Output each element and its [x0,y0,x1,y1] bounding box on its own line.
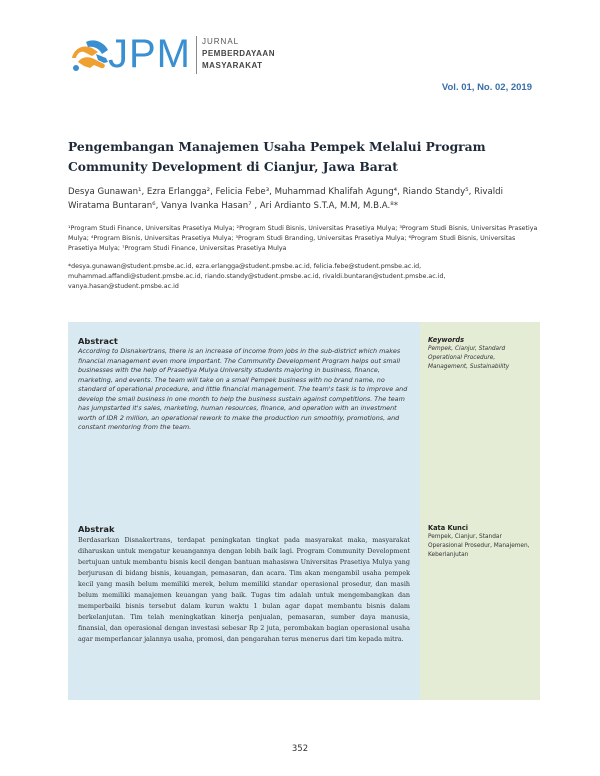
abstract-en-body: According to Disnakertrans, there is an increase of income from jobs in the sub-district which makes financial management even more important. The Community Development Program helps out small businesses with the help of Prasetiya Mulya University students majoring in business, finance, marketing, and events. The team will take on a small Pempek business with no brand name, no standard of operational procedure, and little financial management. The team's task is to improve and develop the small business in one month to help the business sustain against competitions. The team has jumpstarted it's sales, marketing, human resources, finance, and operation with an investment worth of IDR 2 million, an operational rework to make the production run smoothly, promotions, and constant mentoring from the team. [78,347,408,431]
author-emails: *desya.gunawan@student.pmsbe.ac.id, ezra.erlangga@student.pmsbe.ac.id, felicia.febe@student.pmsbe.ac.id, muhammad.affandi@student.pmsbe.ac.id, riando.standy@student.pmsbe.ac.id, rivaldi.buntaran@student.pmsbe.ac.id, vanya.hasan@student.pmsbe.ac.id [68,263,446,290]
journal-name-line1: JURNAL [202,37,240,46]
affiliations: ¹Program Studi Finance, Universitas Prasetiya Mulya; ²Program Studi Bisnis, Universitas Prasetiya Mulya; ³Program Studi Bisnis, Universitas Prasetiya Mulya; ⁴Program Bisnis, Universitas Prasetiya Mulya; ⁵Program Studi Branding, Universitas Prasetiya Mulya; ⁶Program Studi Bisnis, Universitas Prasetiya Mulya; ⁷Program Studi Finance, Universitas Prasetiya Mulya [68,225,538,252]
keywords-id-heading: Kata Kunci [428,524,469,532]
abstract-en-heading: Abstract [78,336,118,346]
author-list: Desya Gunawan¹, Ezra Erlangga², Felicia Febe³, Muhammad Khalifah Agung⁴, Riando Standy⁵, Rivaldi Wiratama Buntaran⁶, Vanya Ivanka Hasan⁷ , Ari Ardianto S.T.A, M.M, M.B.A.⁸* [68,187,504,211]
keywords-en-panel [420,322,540,510]
journal-logo [68,30,275,82]
volume-info: Vol. 01, No. 02, 2019 [441,82,532,93]
abstract-en-panel [68,322,420,510]
keywords-en-heading: Keywords [428,336,465,344]
keywords-id-list: Pempek, Cianjur, Standar Operasional Prosedur, Manajemen, Keberlanjutan [428,534,530,558]
logo-divider [196,36,197,74]
keywords-en-list: Pempek, Cianjur, Standard Operational Procedure, Management, Sustainability [428,346,510,370]
keywords-id-panel [420,510,540,700]
journal-name-line2: PEMBERDAYAAN [202,49,275,58]
abstract-id-body: Berdasarkan Disnakertrans, terdapat peningkatan tingkat pada masyarakat maka, masyarakat diharuskan untuk mengatur keuangannya dengan lebih baik lagi. Program Community Development bertujuan untuk membantu bisnis kecil dengan bantuan mahasiswa Universitas Prasetiya Mulya yang berjurusan di bidang bisnis, keuangan, pemasaran, dan acara. Tim akan mengambil usaha pempek kecil yang masih belum memiliki merek, belum memiliki standar operasional prosedur, dan masih belum memiliki manajemen keuangan yang baik. Tugas tim adalah untuk mengembangkan dan memperbaiki bisnis tersebut dalam kurun waktu 1 bulan agar dapat membantu bisnis dalam berkelanjutan. Tim telah meningkatkan kinerja penjualan, pemasaran, sumber daya manusia, finansial, dan operasional dengan investasi sebesar Rp 2 juta, perombakan bagian operasional usaha agar memperlancar jalannya usaha, promosi, dan pengarahan terus menerus dari tim kepada mitra. [78,536,410,643]
abstract-en-section [68,322,540,510]
logo-wordmark: JPM [108,32,191,76]
paper-title: Pengembangan Manajemen Usaha Pempek Melalui Program Community Development di Cianjur, Jawa Barat [68,139,486,174]
journal-name-line3: MASYARAKAT [202,61,263,70]
abstract-id-panel [68,510,420,700]
handshake-logo-icon [68,36,112,76]
abstract-id-heading: Abstrak [78,524,115,534]
journal-name [202,36,275,72]
abstract-id-section [68,510,540,700]
page-number: 352 [291,744,309,754]
